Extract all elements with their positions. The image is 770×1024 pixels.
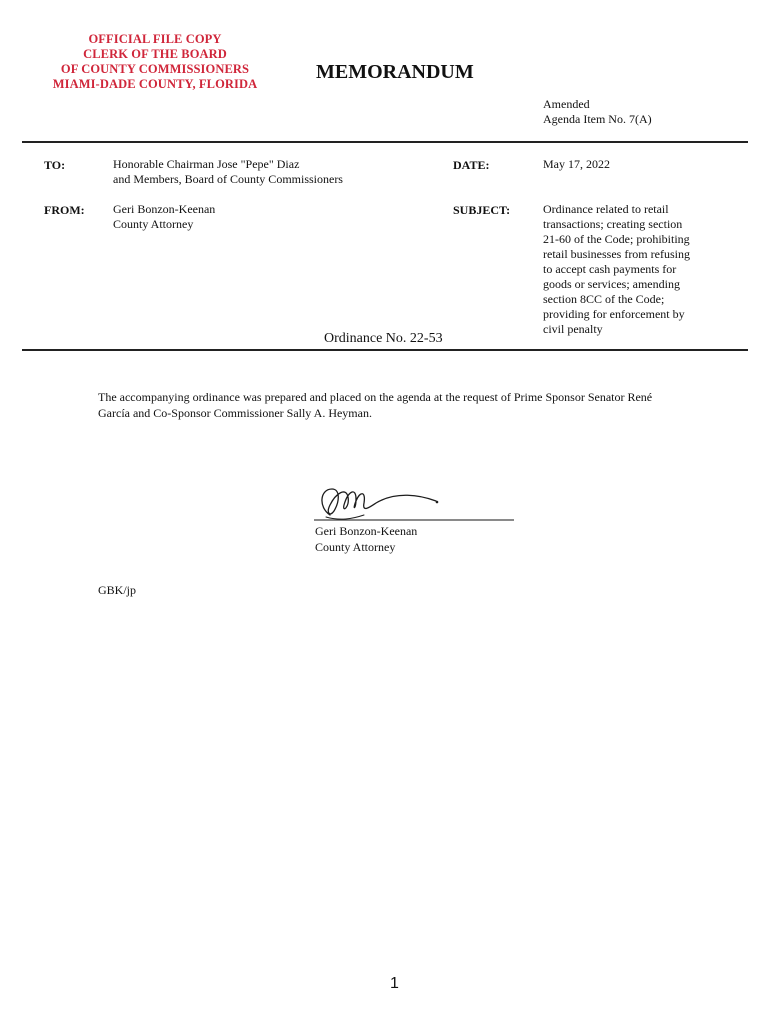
subject-line: providing for enforcement by bbox=[543, 307, 685, 321]
subject-line: section 8CC of the Code; bbox=[543, 292, 665, 306]
subject-line: civil penalty bbox=[543, 322, 603, 336]
body-line-1: The accompanying ordinance was prepared and placed on the agenda at the request of Prime Sponsor Senator René bbox=[98, 390, 653, 404]
subject-line: Ordinance related to retail bbox=[543, 202, 669, 216]
page-number: 1 bbox=[390, 975, 399, 992]
signatory-title: County Attorney bbox=[315, 540, 396, 554]
subject-label: SUBJECT: bbox=[453, 203, 511, 217]
memo-title: MEMORANDUM bbox=[316, 61, 474, 83]
header-divider-top bbox=[22, 141, 748, 143]
official-file-copy-stamp bbox=[40, 32, 270, 92]
stamp-line-4: MIAMI-DADE COUNTY, FLORIDA bbox=[52, 77, 258, 91]
handwritten-signature bbox=[300, 477, 520, 527]
from-sender bbox=[113, 202, 215, 232]
signatory-name: Geri Bonzon-Keenan bbox=[315, 524, 418, 538]
body-line-2: García and Co-Sponsor Commissioner Sally A. Heyman. bbox=[98, 405, 372, 420]
subject-line: transactions; creating section bbox=[543, 217, 683, 231]
agenda-item-number: Agenda Item No. 7(A) bbox=[543, 112, 652, 126]
date-value: May 17, 2022 bbox=[543, 157, 610, 171]
ordinance-number: Ordinance No. 22-53 bbox=[324, 331, 443, 346]
header-divider-bottom bbox=[22, 349, 748, 351]
to-recipient bbox=[113, 157, 343, 187]
subject-line: 21-60 of the Code; prohibiting bbox=[543, 232, 690, 246]
signatory-block bbox=[315, 523, 417, 555]
from-line-2: County Attorney bbox=[113, 217, 194, 231]
from-line-1: Geri Bonzon-Keenan bbox=[113, 202, 216, 216]
to-line-2: and Members, Board of County Commissioners bbox=[113, 172, 343, 186]
date-label: DATE: bbox=[453, 158, 490, 172]
amended-label: Amended bbox=[543, 97, 590, 111]
stamp-line-3: OF COUNTY COMMISSIONERS bbox=[60, 62, 250, 76]
agenda-item-block bbox=[543, 97, 652, 127]
stamp-line-1: OFFICIAL FILE COPY bbox=[88, 32, 222, 46]
subject-line: to accept cash payments for bbox=[543, 262, 677, 276]
to-line-1: Honorable Chairman Jose "Pepe" Diaz bbox=[113, 157, 300, 171]
stamp-line-2: CLERK OF THE BOARD bbox=[83, 47, 227, 61]
typist-initials: GBK/jp bbox=[98, 583, 137, 597]
from-label: FROM: bbox=[44, 203, 85, 217]
memo-body bbox=[98, 390, 688, 421]
subject-line: goods or services; amending bbox=[543, 277, 680, 291]
subject-text bbox=[543, 202, 713, 337]
subject-line: retail businesses from refusing bbox=[543, 247, 690, 261]
to-label: TO: bbox=[44, 158, 66, 172]
